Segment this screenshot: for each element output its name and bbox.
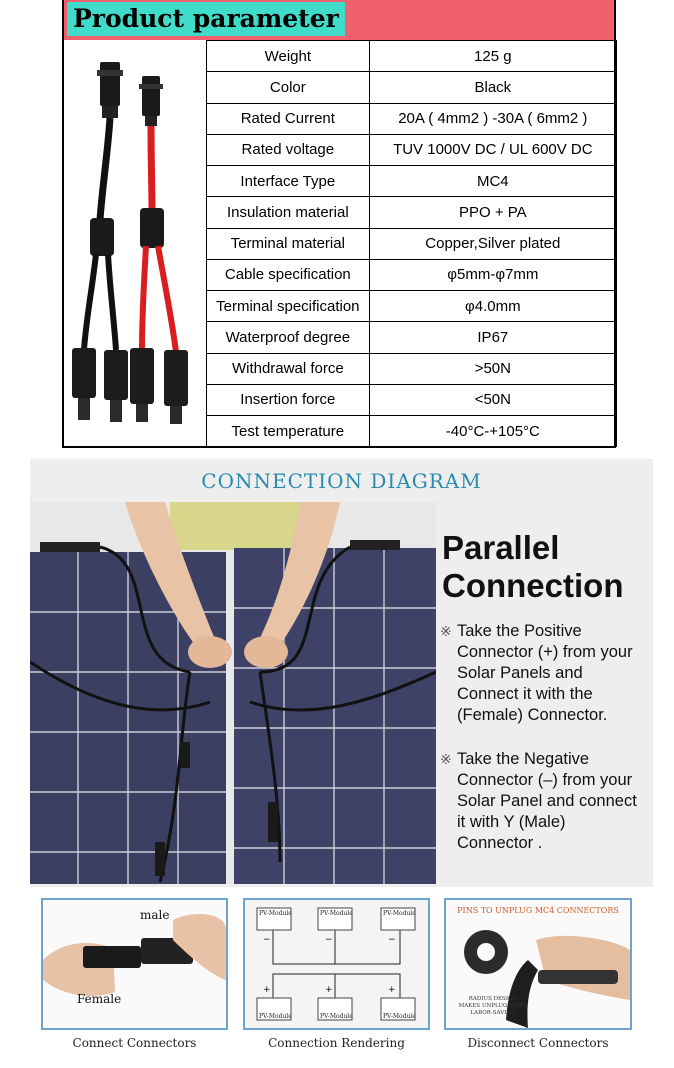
- positive-connector-note-text: Take the Positive Connector (+) from your Solar Panels and Connect it with the (Female) Connector.: [457, 622, 633, 724]
- parameter-value: Black: [369, 72, 616, 103]
- parameter-name: Rated voltage: [207, 134, 370, 165]
- parameter-row: [207, 353, 617, 384]
- parameter-row: [207, 228, 617, 259]
- parameter-name: Test temperature: [207, 416, 370, 447]
- positive-connector-note: [440, 621, 643, 726]
- parameter-value: MC4: [369, 166, 616, 197]
- female-label: Female: [77, 992, 122, 1006]
- svg-text:PV-Module: PV-Module: [383, 1013, 416, 1020]
- connection-rendering-diagram: [245, 900, 428, 1028]
- svg-text:+: +: [325, 985, 333, 995]
- parameter-name: Weight: [207, 41, 370, 72]
- negative-connector-note-text: Take the Negative Connector (–) from your Solar Panel and connect it with Y (Male) Connector .: [457, 750, 637, 852]
- parameter-name: Cable specification: [207, 259, 370, 290]
- connection-diagram-section: [30, 459, 653, 887]
- parallel-title-line2: Connection: [442, 567, 624, 604]
- parameter-row: [207, 416, 617, 447]
- pins-to-unplug-label: PINS TO UNPLUG MC4 CONNECTORS: [457, 906, 619, 915]
- parameter-value: PPO + PA: [369, 197, 616, 228]
- connection-rendering-panel: [243, 898, 430, 1030]
- parameter-row: [207, 259, 617, 290]
- parameter-value: <50N: [369, 384, 616, 415]
- parameter-row: [207, 72, 617, 103]
- connect-connectors-panel: [41, 898, 228, 1030]
- svg-text:−: −: [388, 935, 396, 945]
- note-mark-1: ※: [440, 623, 452, 639]
- parameter-name: Rated Current: [207, 103, 370, 134]
- svg-text:−: −: [263, 935, 271, 945]
- parallel-title-line1: Parallel: [442, 529, 560, 566]
- svg-text:PV-Module: PV-Module: [320, 910, 353, 917]
- parameter-row: [207, 291, 617, 322]
- svg-text:+: +: [388, 985, 396, 995]
- svg-text:+: +: [263, 985, 271, 995]
- parameter-name: Interface Type: [207, 166, 370, 197]
- parameter-name: Withdrawal force: [207, 353, 370, 384]
- svg-text:PV-Module: PV-Module: [259, 910, 292, 917]
- red-y-cable: [130, 76, 188, 424]
- parameter-name: Terminal specification: [207, 291, 370, 322]
- svg-text:PV-Module: PV-Module: [259, 1013, 292, 1020]
- connect-connectors-caption: Connect Connectors: [72, 1036, 197, 1050]
- parameter-title: Product parameter: [73, 4, 339, 33]
- parameter-name: Waterproof degree: [207, 322, 370, 353]
- black-y-cable: [72, 62, 128, 422]
- disconnect-connectors-panel: [444, 898, 632, 1030]
- parameter-header-bar: [64, 0, 614, 40]
- parameter-name: Insulation material: [207, 197, 370, 228]
- parameter-row: [207, 322, 617, 353]
- parameter-value: >50N: [369, 353, 616, 384]
- parameter-row: [207, 103, 617, 134]
- parameter-value: φ4.0mm: [369, 291, 616, 322]
- parameter-value: 20A ( 4mm2 ) -30A ( 6mm2 ): [369, 103, 616, 134]
- parameter-name: Insertion force: [207, 384, 370, 415]
- connection-rendering-caption: Connection Rendering: [268, 1036, 405, 1050]
- svg-text:PV-Module: PV-Module: [383, 910, 416, 917]
- note-mark-2: ※: [440, 751, 452, 767]
- parameter-value: IP67: [369, 322, 616, 353]
- connect-connectors-illustration: [43, 900, 226, 1028]
- parameter-table: [206, 40, 617, 447]
- parameter-row: [207, 384, 617, 415]
- disconnect-connectors-caption: Disconnect Connectors: [467, 1036, 609, 1050]
- y-branch-connector-illustration: [64, 40, 206, 446]
- svg-text:PV-Module: PV-Module: [320, 1013, 353, 1020]
- parameter-value: Copper,Silver plated: [369, 228, 616, 259]
- radius-design-note: RADIUS DESIGN MAKES UNPLUG MORE LABOR-SAVING: [458, 996, 528, 1016]
- parameter-value: -40°C-+105°C: [369, 416, 616, 447]
- parallel-connection-title: [442, 529, 623, 605]
- parameter-row: [207, 41, 617, 72]
- y-branch-connector-image: [64, 40, 206, 446]
- parameter-value: φ5mm-φ7mm: [369, 259, 616, 290]
- product-parameter-section: [62, 0, 616, 448]
- parameter-row: [207, 166, 617, 197]
- parameter-title-box: [67, 2, 345, 36]
- connection-diagram-heading: CONNECTION DIAGRAM: [201, 469, 482, 493]
- parameter-name: Color: [207, 72, 370, 103]
- parameter-row: [207, 197, 617, 228]
- solar-panels-illustration: [30, 502, 436, 884]
- parameter-value: TUV 1000V DC / UL 600V DC: [369, 134, 616, 165]
- parameter-row: [207, 134, 617, 165]
- parameter-value: 125 g: [369, 41, 616, 72]
- parameter-name: Terminal material: [207, 228, 370, 259]
- male-label: male: [140, 908, 170, 922]
- negative-connector-note: [440, 749, 643, 854]
- parallel-connection-photo: [30, 502, 436, 884]
- svg-text:−: −: [325, 935, 333, 945]
